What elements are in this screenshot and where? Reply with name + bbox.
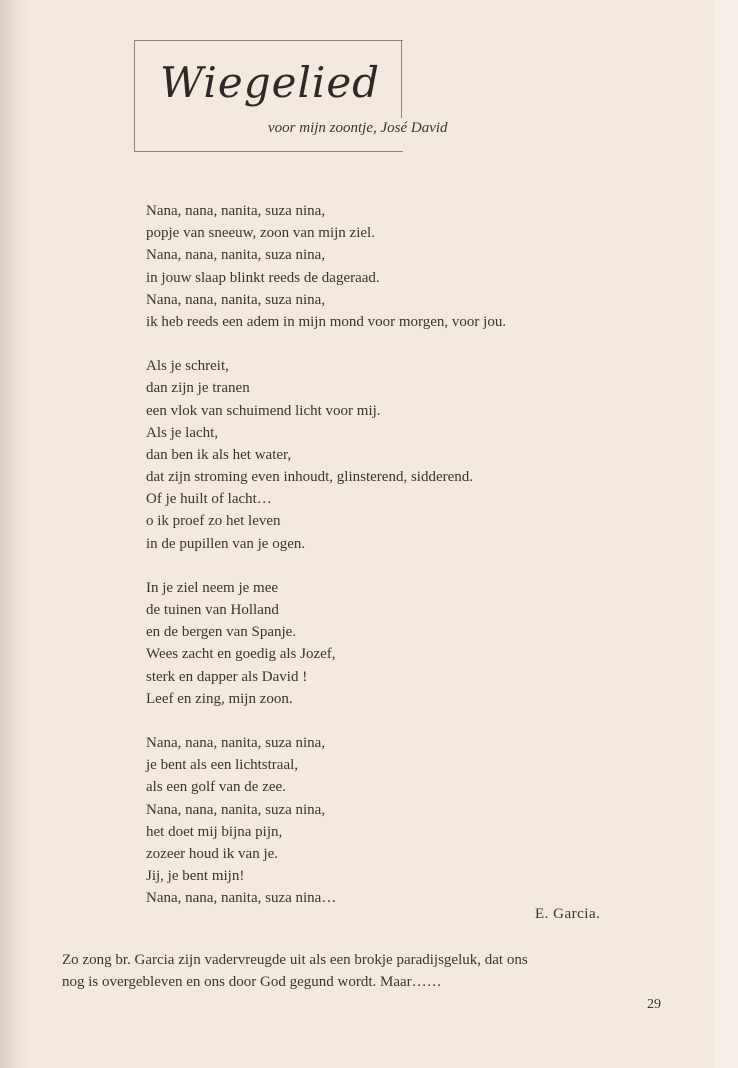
prose-line: Zo zong br. Garcia zijn vadervreugde uit als een brokje paradijsgeluk, dat ons bbox=[62, 952, 528, 968]
poem-line: dan zijn je tranen bbox=[146, 380, 250, 397]
poem-line: Nana, nana, nanita, suza nina, bbox=[146, 203, 326, 219]
poem-line: ik heb reeds een adem in mijn mond voor morgen, voor jou. bbox=[146, 313, 507, 330]
poem-line: het doet mij bijna pijn, bbox=[146, 823, 283, 840]
poem-line: Leef en zing, mijn zoon. bbox=[146, 690, 293, 707]
poem-line: in de pupillen van je ogen. bbox=[146, 535, 306, 552]
poem-title: Wiegelied bbox=[160, 58, 381, 107]
poem-author: E. Garcia. bbox=[535, 906, 601, 922]
page-edge bbox=[714, 0, 738, 1068]
page-number: 29 bbox=[647, 997, 661, 1012]
prose-paragraph bbox=[62, 949, 672, 993]
poem-line: Als je schreit, bbox=[146, 358, 229, 375]
poem-body bbox=[146, 200, 506, 931]
poem-line: popje van sneeuw, zoon van mijn ziel. bbox=[146, 225, 375, 242]
page-spine-shadow bbox=[0, 0, 30, 1068]
poem-line: zozeer houd ik van je. bbox=[146, 845, 279, 862]
title-frame-right bbox=[401, 40, 402, 118]
stanza-3 bbox=[146, 577, 506, 710]
poem-line: In je ziel neem je mee bbox=[146, 579, 279, 596]
poem-line: Nana, nana, nanita, suza nina, bbox=[146, 247, 326, 264]
poem-line: en de bergen van Spanje. bbox=[146, 624, 297, 641]
poem-line: Nana, nana, nanita, suza nina, bbox=[146, 734, 326, 751]
poem-line: Als je lacht, bbox=[146, 424, 219, 441]
poem-dedication: voor mijn zoontje, José David bbox=[268, 120, 448, 136]
poem-line: Nana, nana, nanita, suza nina, bbox=[146, 801, 326, 818]
poem-line: o ik proef zo het leven bbox=[146, 513, 281, 530]
poem-line: als een golf van de zee. bbox=[146, 779, 286, 796]
stanza-2 bbox=[146, 355, 506, 555]
poem-line: sterk en dapper als David ! bbox=[146, 668, 308, 685]
poem-line: Wees zacht en goedig als Jozef, bbox=[146, 646, 336, 663]
poem-line: Nana, nana, nanita, suza nina, bbox=[146, 291, 326, 308]
stanza-1 bbox=[146, 200, 506, 333]
poem-line: in jouw slaap blinkt reeds de dageraad. bbox=[146, 269, 380, 286]
prose-line: nog is overgebleven en ons door God gegund wordt. Maar…… bbox=[62, 974, 442, 990]
poem-line: dan ben ik als het water, bbox=[146, 446, 292, 463]
poem-line: de tuinen van Holland bbox=[146, 602, 279, 618]
poem-line: Nana, nana, nanita, suza nina… bbox=[146, 890, 337, 907]
poem-line: Jij, je bent mijn! bbox=[146, 868, 245, 885]
poem-line: een vlok van schuimend licht voor mij. bbox=[146, 402, 381, 419]
stanza-4 bbox=[146, 732, 506, 910]
poem-line: je bent als een lichtstraal, bbox=[146, 757, 299, 774]
poem-line: dat zijn stroming even inhoudt, glinsterend, sidderend. bbox=[146, 469, 474, 486]
poem-line: Of je huilt of lacht… bbox=[146, 491, 272, 508]
